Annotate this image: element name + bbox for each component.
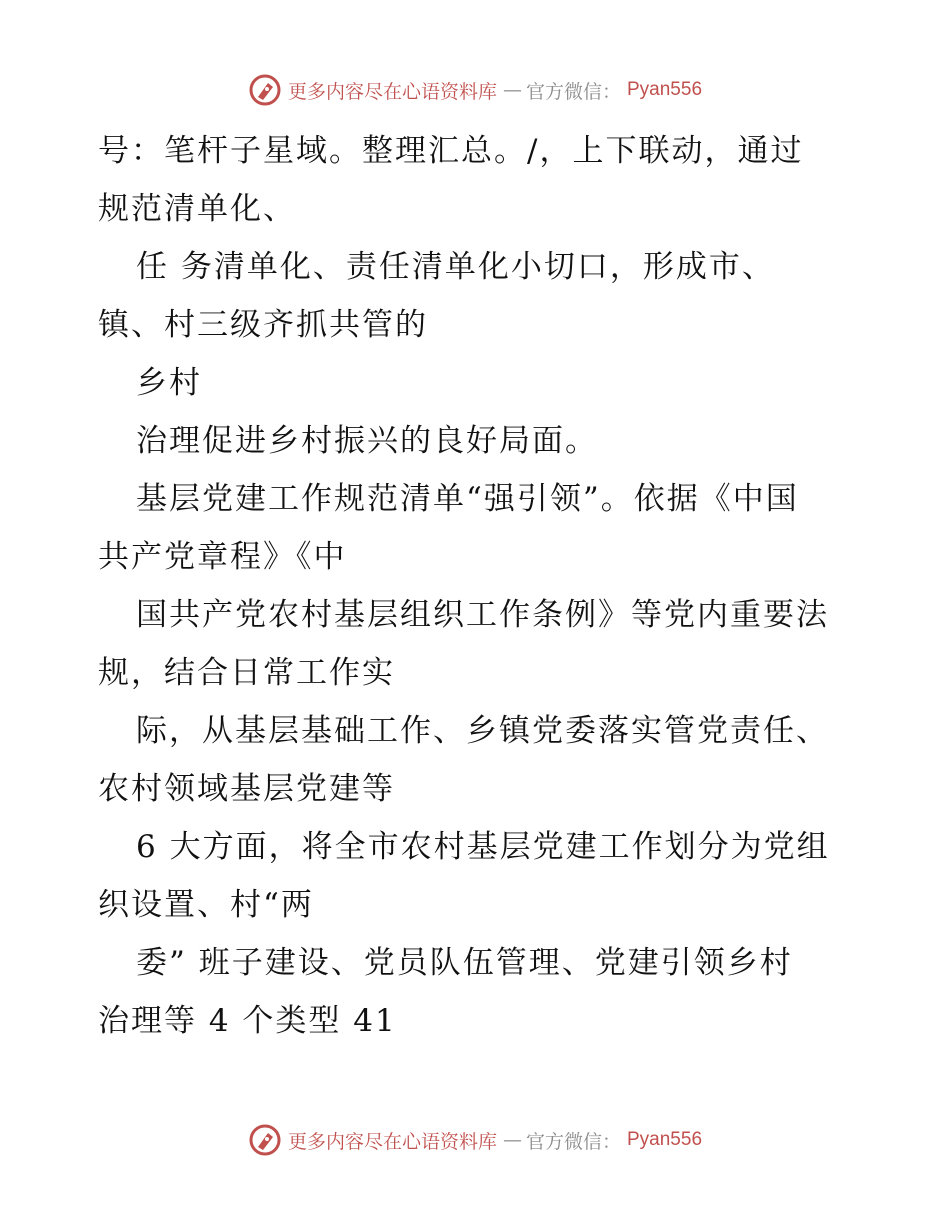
watermark-label: 官方微信：	[525, 80, 621, 103]
text-line: 国共产党农村基层组织工作条例》等党内重要法	[136, 597, 829, 633]
document-body	[98, 122, 868, 1050]
watermark-label: 官方微信：	[525, 1130, 621, 1153]
header-watermark	[0, 70, 950, 110]
watermark-wechat-id: Pyan556	[627, 1129, 703, 1150]
text-line: 农村领域基层党建等	[98, 771, 395, 807]
watermark-dash: —	[502, 1129, 520, 1151]
text-line: 治理等 4 个类型 41	[98, 1003, 397, 1039]
text-line: 镇、村三级齐抓共管的	[98, 307, 428, 343]
pen-nib-circle-icon	[248, 73, 282, 107]
watermark-site-text: 更多内容尽在心语资料库	[287, 80, 497, 103]
text-line: 规范清单化、	[98, 191, 296, 227]
text-line: 乡村	[136, 365, 202, 401]
text-line: 共产党章程》《中	[98, 539, 347, 575]
text-line: 基层党建工作规范清单“强引领”。依据《中国	[136, 481, 799, 517]
watermark-wechat-id: Pyan556	[627, 79, 703, 100]
text-line: 任 务清单化、责任清单化小切口，形成市、	[136, 249, 775, 285]
watermark-dash: —	[502, 79, 520, 101]
watermark-site-text: 更多内容尽在心语资料库	[287, 1130, 497, 1153]
text-line: 委” 班子建设、党员队伍管理、党建引领乡村	[136, 945, 793, 981]
text-line: 6 大方面，将全市农村基层党建工作划分为党组	[136, 829, 830, 865]
text-line: 号：笔杆子星域。整理汇总。/，上下联动，通过	[98, 133, 804, 169]
text-line: 治理促进乡村振兴的良好局面。	[136, 423, 598, 459]
text-line: 织设置、村“两	[98, 887, 314, 923]
text-line: 际，从基层基础工作、乡镇党委落实管党责任、	[136, 713, 829, 749]
footer-watermark	[0, 1120, 950, 1160]
text-line: 规，结合日常工作实	[98, 655, 395, 691]
pen-nib-circle-icon	[248, 1123, 282, 1157]
